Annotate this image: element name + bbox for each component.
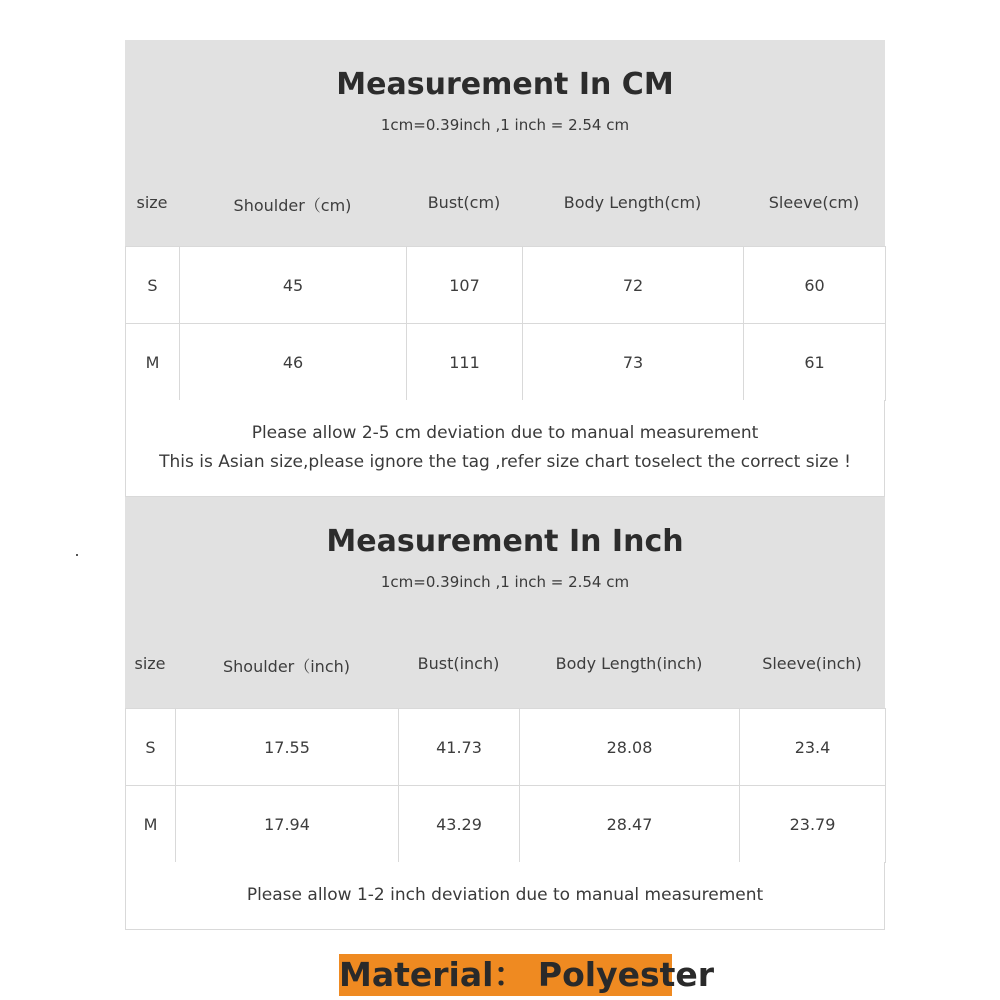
inch-note-line-1: Please allow 1-2 inch deviation due to manual measurement	[246, 885, 764, 905]
inch-deviation-note	[125, 862, 885, 930]
cm-cell-sleeve: 60	[744, 247, 886, 324]
cm-header-body-length: Body Length(cm)	[563, 193, 702, 212]
cm-header-bust: Bust(cm)	[427, 193, 501, 212]
cm-cell-size: S	[126, 247, 180, 324]
inch-title: Measurement In Inch	[326, 524, 684, 559]
table-row	[126, 709, 886, 786]
cm-cell-body-length: 72	[523, 247, 744, 324]
table-row	[126, 786, 886, 863]
inch-cell-sleeve: 23.4	[740, 709, 886, 786]
cm-cell-shoulder: 45	[180, 247, 407, 324]
cm-cell-sleeve: 61	[744, 324, 886, 401]
inch-header-size: size	[134, 654, 166, 673]
table-row	[126, 324, 886, 401]
cm-size-table	[125, 246, 886, 401]
cm-header-size: size	[136, 193, 168, 212]
cm-deviation-note	[125, 400, 885, 497]
stray-dot	[76, 554, 78, 556]
inch-header-shoulder: Shoulder（inch)	[222, 657, 351, 676]
inch-cell-bust: 41.73	[399, 709, 520, 786]
cm-conversion-text: 1cm=0.39inch ,1 inch = 2.54 cm	[380, 116, 630, 134]
inch-cell-body-length: 28.08	[520, 709, 740, 786]
inch-cell-size: S	[126, 709, 176, 786]
inch-cell-body-length: 28.47	[520, 786, 740, 863]
inch-header-body-length: Body Length(inch)	[555, 654, 703, 673]
inch-cell-bust: 43.29	[399, 786, 520, 863]
cm-cell-shoulder: 46	[180, 324, 407, 401]
inch-cell-sleeve: 23.79	[740, 786, 886, 863]
cm-header-shoulder: Shoulder（cm)	[233, 196, 352, 215]
inch-header-bust: Bust(inch)	[417, 654, 500, 673]
cm-note-line-1: Please allow 2-5 cm deviation due to manual measurement	[251, 423, 759, 443]
table-row	[126, 247, 886, 324]
inch-cell-shoulder: 17.55	[176, 709, 399, 786]
inch-cell-shoulder: 17.94	[176, 786, 399, 863]
cm-header-panel	[125, 40, 885, 246]
inch-header-panel	[125, 497, 885, 708]
cm-header-sleeve: Sleeve(cm)	[768, 193, 860, 212]
cm-cell-bust: 107	[407, 247, 523, 324]
cm-cell-body-length: 73	[523, 324, 744, 401]
inch-size-table	[125, 708, 886, 863]
inch-header-sleeve: Sleeve(inch)	[762, 654, 862, 673]
inch-conversion-text: 1cm=0.39inch ,1 inch = 2.54 cm	[380, 573, 630, 591]
cm-cell-size: M	[126, 324, 180, 401]
cm-note-line-2: This is Asian size,please ignore the tag ,refer size chart toselect the correct size !	[159, 452, 851, 472]
inch-cell-size: M	[126, 786, 176, 863]
material-label: Material： Polyester	[339, 955, 715, 994]
cm-title: Measurement In CM	[336, 67, 674, 102]
cm-cell-bust: 111	[407, 324, 523, 401]
